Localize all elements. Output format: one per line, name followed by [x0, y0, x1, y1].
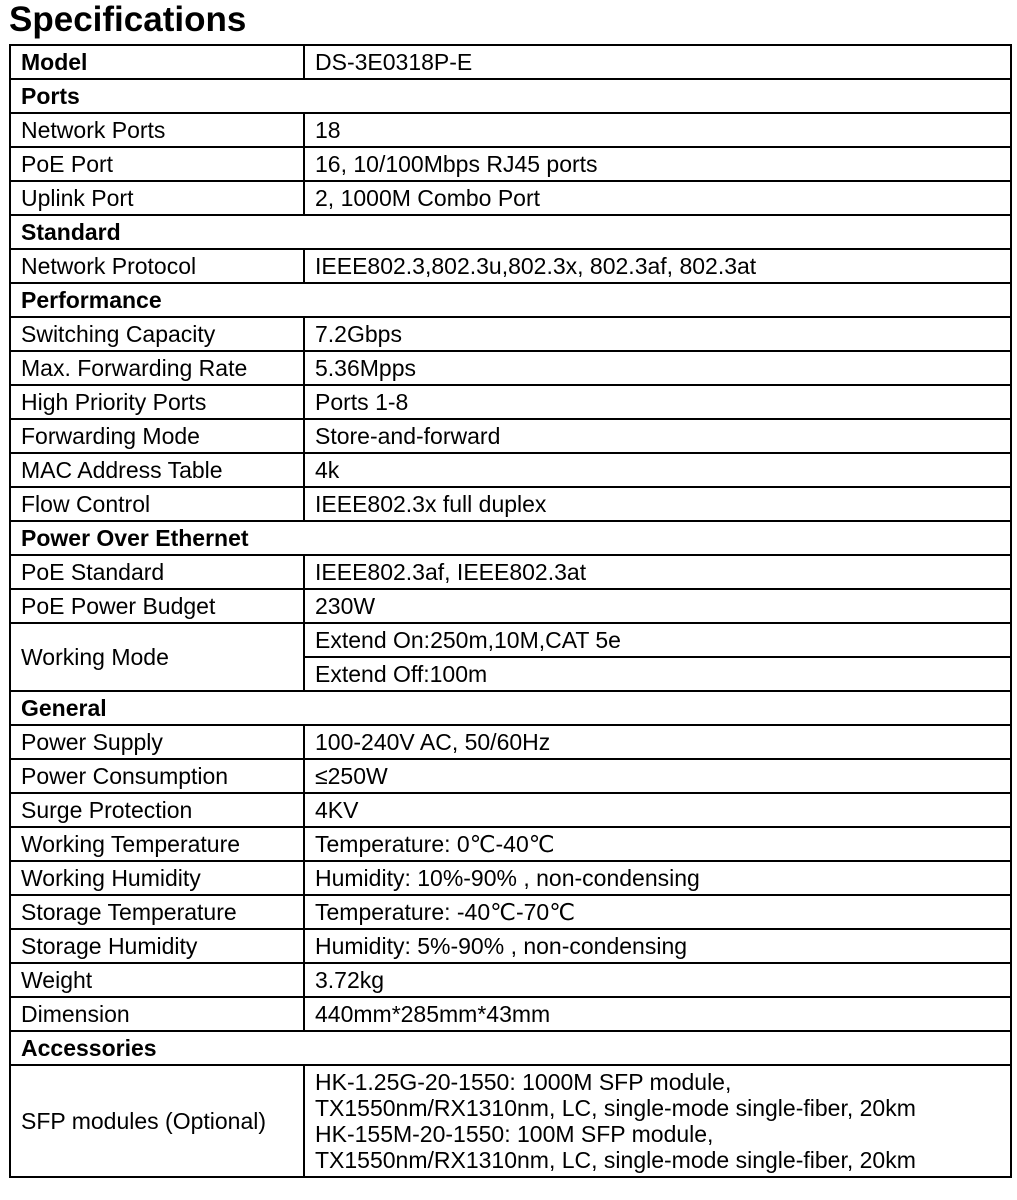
spec-value: Temperature: 0℃-40℃ [304, 827, 1011, 861]
spec-label: Max. Forwarding Rate [10, 351, 304, 385]
spec-value: Ports 1-8 [304, 385, 1011, 419]
spec-label: Forwarding Mode [10, 419, 304, 453]
spec-value: Humidity: 5%-90% , non-condensing [304, 929, 1011, 963]
spec-value: Humidity: 10%-90% , non-condensing [304, 861, 1011, 895]
table-row [10, 997, 1011, 1031]
table-row [10, 487, 1011, 521]
spec-value: 3.72kg [304, 963, 1011, 997]
spec-label: SFP modules (Optional) [10, 1065, 304, 1177]
spec-value: Store-and-forward [304, 419, 1011, 453]
table-row [10, 827, 1011, 861]
section-header-row [10, 215, 1011, 249]
table-row [10, 385, 1011, 419]
spec-label: Uplink Port [10, 181, 304, 215]
table-row [10, 453, 1011, 487]
spec-label: Network Ports [10, 113, 304, 147]
table-row [10, 147, 1011, 181]
spec-label: Storage Humidity [10, 929, 304, 963]
spec-label: Working Temperature [10, 827, 304, 861]
section-header-row [10, 79, 1011, 113]
spec-value: 7.2Gbps [304, 317, 1011, 351]
spec-label: Model [10, 45, 304, 79]
table-row [10, 725, 1011, 759]
table-row [10, 113, 1011, 147]
section-header-row [10, 521, 1011, 555]
sfp-line: TX1550nm/RX1310nm, LC, single-mode single-fiber, 20km [315, 1095, 916, 1121]
section-header-row [10, 1031, 1011, 1065]
spec-label: High Priority Ports [10, 385, 304, 419]
spec-value: Temperature: -40℃-70℃ [304, 895, 1011, 929]
table-row [10, 793, 1011, 827]
spec-value: 4KV [304, 793, 1011, 827]
spec-label: Weight [10, 963, 304, 997]
spec-label: Storage Temperature [10, 895, 304, 929]
section-heading: Ports [10, 79, 1011, 113]
spec-label: Dimension [10, 997, 304, 1031]
spec-value: 5.36Mpps [304, 351, 1011, 385]
section-heading: Standard [10, 215, 1011, 249]
table-row [10, 861, 1011, 895]
spec-value: ≤250W [304, 759, 1011, 793]
spec-label: PoE Power Budget [10, 589, 304, 623]
table-row [10, 929, 1011, 963]
table-row [10, 351, 1011, 385]
table-row [10, 623, 1011, 657]
table-row [10, 589, 1011, 623]
table-row [10, 317, 1011, 351]
spec-value: 16, 10/100Mbps RJ45 ports [304, 147, 1011, 181]
spec-value: 230W [304, 589, 1011, 623]
section-header-row [10, 691, 1011, 725]
spec-label: Power Consumption [10, 759, 304, 793]
table-row [10, 555, 1011, 589]
table-row [10, 249, 1011, 283]
spec-value: IEEE802.3x full duplex [304, 487, 1011, 521]
spec-label: Network Protocol [10, 249, 304, 283]
table-row [10, 1065, 1011, 1177]
sfp-line: HK-1.25G-20-1550: 1000M SFP module, [315, 1069, 732, 1095]
spec-label: PoE Standard [10, 555, 304, 589]
sfp-line: TX1550nm/RX1310nm, LC, single-mode single-fiber, 20km [315, 1147, 916, 1173]
page-title: Specifications [9, 0, 247, 39]
table-row [10, 419, 1011, 453]
sfp-line: HK-155M-20-1550: 100M SFP module, [315, 1121, 714, 1147]
spec-label: Flow Control [10, 487, 304, 521]
section-heading: Performance [10, 283, 1011, 317]
table-row [10, 45, 1011, 79]
section-heading: Accessories [10, 1031, 1011, 1065]
spec-label: Surge Protection [10, 793, 304, 827]
table-row [10, 759, 1011, 793]
spec-value: 4k [304, 453, 1011, 487]
section-header-row [10, 283, 1011, 317]
spec-label: Power Supply [10, 725, 304, 759]
spec-value: 440mm*285mm*43mm [304, 997, 1011, 1031]
spec-value [304, 1065, 1011, 1177]
spec-table [9, 44, 1012, 1178]
table-row [10, 895, 1011, 929]
spec-label: Switching Capacity [10, 317, 304, 351]
spec-label: PoE Port [10, 147, 304, 181]
table-row [10, 963, 1011, 997]
section-heading: General [10, 691, 1011, 725]
spec-value: 2, 1000M Combo Port [304, 181, 1011, 215]
spec-value: Extend On:250m,10M,CAT 5e [304, 623, 1011, 657]
spec-label: MAC Address Table [10, 453, 304, 487]
spec-label: Working Mode [10, 623, 304, 691]
spec-value: 18 [304, 113, 1011, 147]
spec-value: IEEE802.3,802.3u,802.3x, 802.3af, 802.3at [304, 249, 1011, 283]
table-row [10, 181, 1011, 215]
spec-value: Extend Off:100m [304, 657, 1011, 691]
spec-label: Working Humidity [10, 861, 304, 895]
section-heading: Power Over Ethernet [10, 521, 1011, 555]
spec-value: 100-240V AC, 50/60Hz [304, 725, 1011, 759]
spec-value: DS-3E0318P-E [304, 45, 1011, 79]
spec-value: IEEE802.3af, IEEE802.3at [304, 555, 1011, 589]
